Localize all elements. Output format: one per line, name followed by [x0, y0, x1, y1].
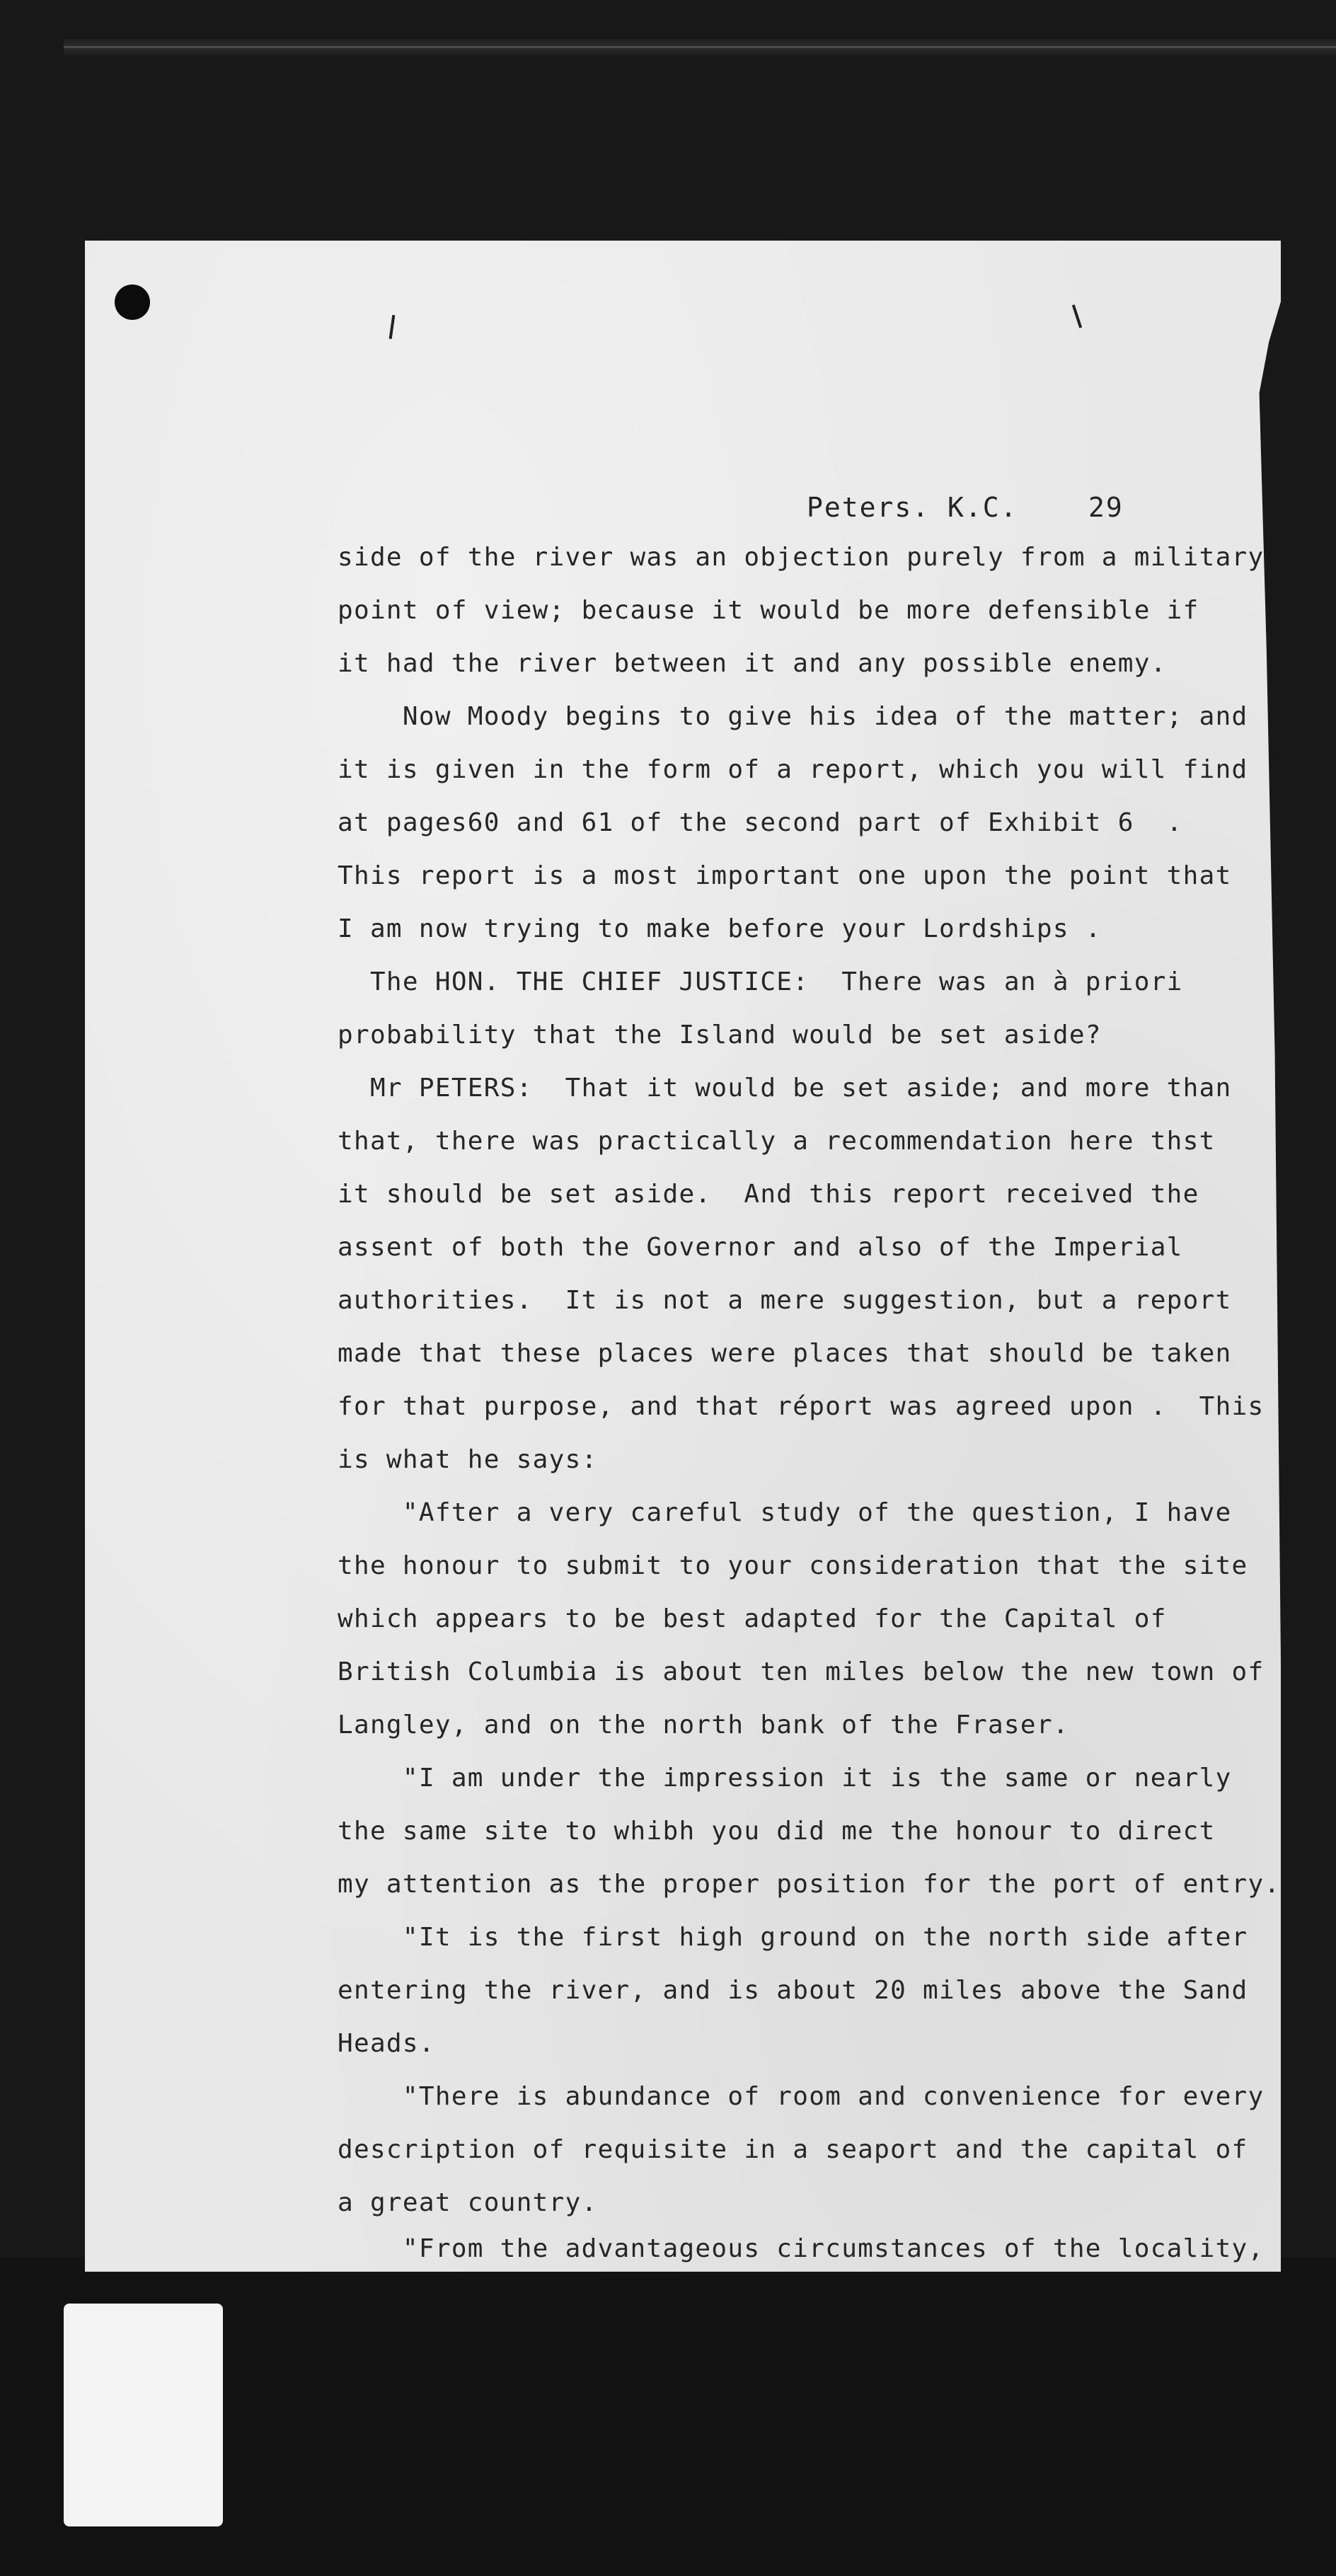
text-line: the same site to whibh you did me the honour to direct — [338, 1817, 1216, 1846]
text-line: side of the river was an objection purely from a military — [338, 543, 1265, 572]
text-line: "There is abundance of room and convenience for every — [338, 2082, 1265, 2111]
text-line: Heads. — [338, 2029, 435, 2058]
text-line: The HON. THE CHIEF JUSTICE: There was an à priori — [338, 967, 1183, 996]
page-header: Peters. K.C. 29 — [807, 492, 1124, 523]
text-line: probability that the Island would be set aside? — [338, 1020, 1102, 1050]
text-line: at pages60 and 61 of the second part of Exhibit 6 . — [338, 808, 1183, 837]
text-line: the honour to submit to your consideration that the site — [338, 1551, 1248, 1580]
text-line: point of view; because it would be more defensible if — [338, 596, 1199, 625]
text-line: British Columbia is about ten miles below the new town of — [338, 1657, 1265, 1686]
text-line: "I am under the impression it is the same or nearly — [338, 1764, 1232, 1793]
text-line: assent of both the Governor and also of the Imperial — [338, 1233, 1183, 1262]
blank-label-card — [64, 2304, 223, 2526]
text-line: "From the advantageous circumstances of the locality, — [338, 2234, 1265, 2263]
text-line: entering the river, and is about 20 miles above the Sand — [338, 1976, 1248, 2005]
text-line: my attention as the proper position for the port of entry. — [338, 1870, 1281, 1899]
text-line: Mr PETERS: That it would be set aside; and more than — [338, 1074, 1232, 1103]
text-line: Now Moody begins to give his idea of the matter; and — [338, 702, 1248, 731]
text-line: that, there was practically a recommendation here thst — [338, 1127, 1216, 1156]
text-line: it should be set aside. And this report received the — [338, 1180, 1199, 1209]
text-line: a great country. — [338, 2188, 598, 2217]
text-line: description of requisite in a seaport and the capital of — [338, 2135, 1248, 2164]
text-line: it is given in the form of a report, which you will find — [338, 755, 1248, 784]
text-line: I am now trying to make before your Lordships . — [338, 914, 1102, 943]
text-line: made that these places were places that should be taken — [338, 1339, 1232, 1368]
text-line: for that purpose, and that réport was agreed upon . This — [338, 1392, 1265, 1421]
text-line: it had the river between it and any possible enemy. — [338, 649, 1167, 678]
scan-top-edge — [64, 39, 1336, 57]
text-line: "It is the first high ground on the north side after — [338, 1923, 1248, 1952]
text-line: This report is a most important one upon the point that — [338, 861, 1232, 890]
text-line: Langley, and on the north bank of the Fraser. — [338, 1710, 1069, 1740]
text-line: which appears to be best adapted for the Capital of — [338, 1604, 1167, 1633]
punch-hole — [115, 284, 150, 320]
text-line: authorities. It is not a mere suggestion, but a report — [338, 1286, 1232, 1315]
text-line: "After a very careful study of the question, I have — [338, 1498, 1232, 1527]
text-line: is what he says: — [338, 1445, 598, 1474]
